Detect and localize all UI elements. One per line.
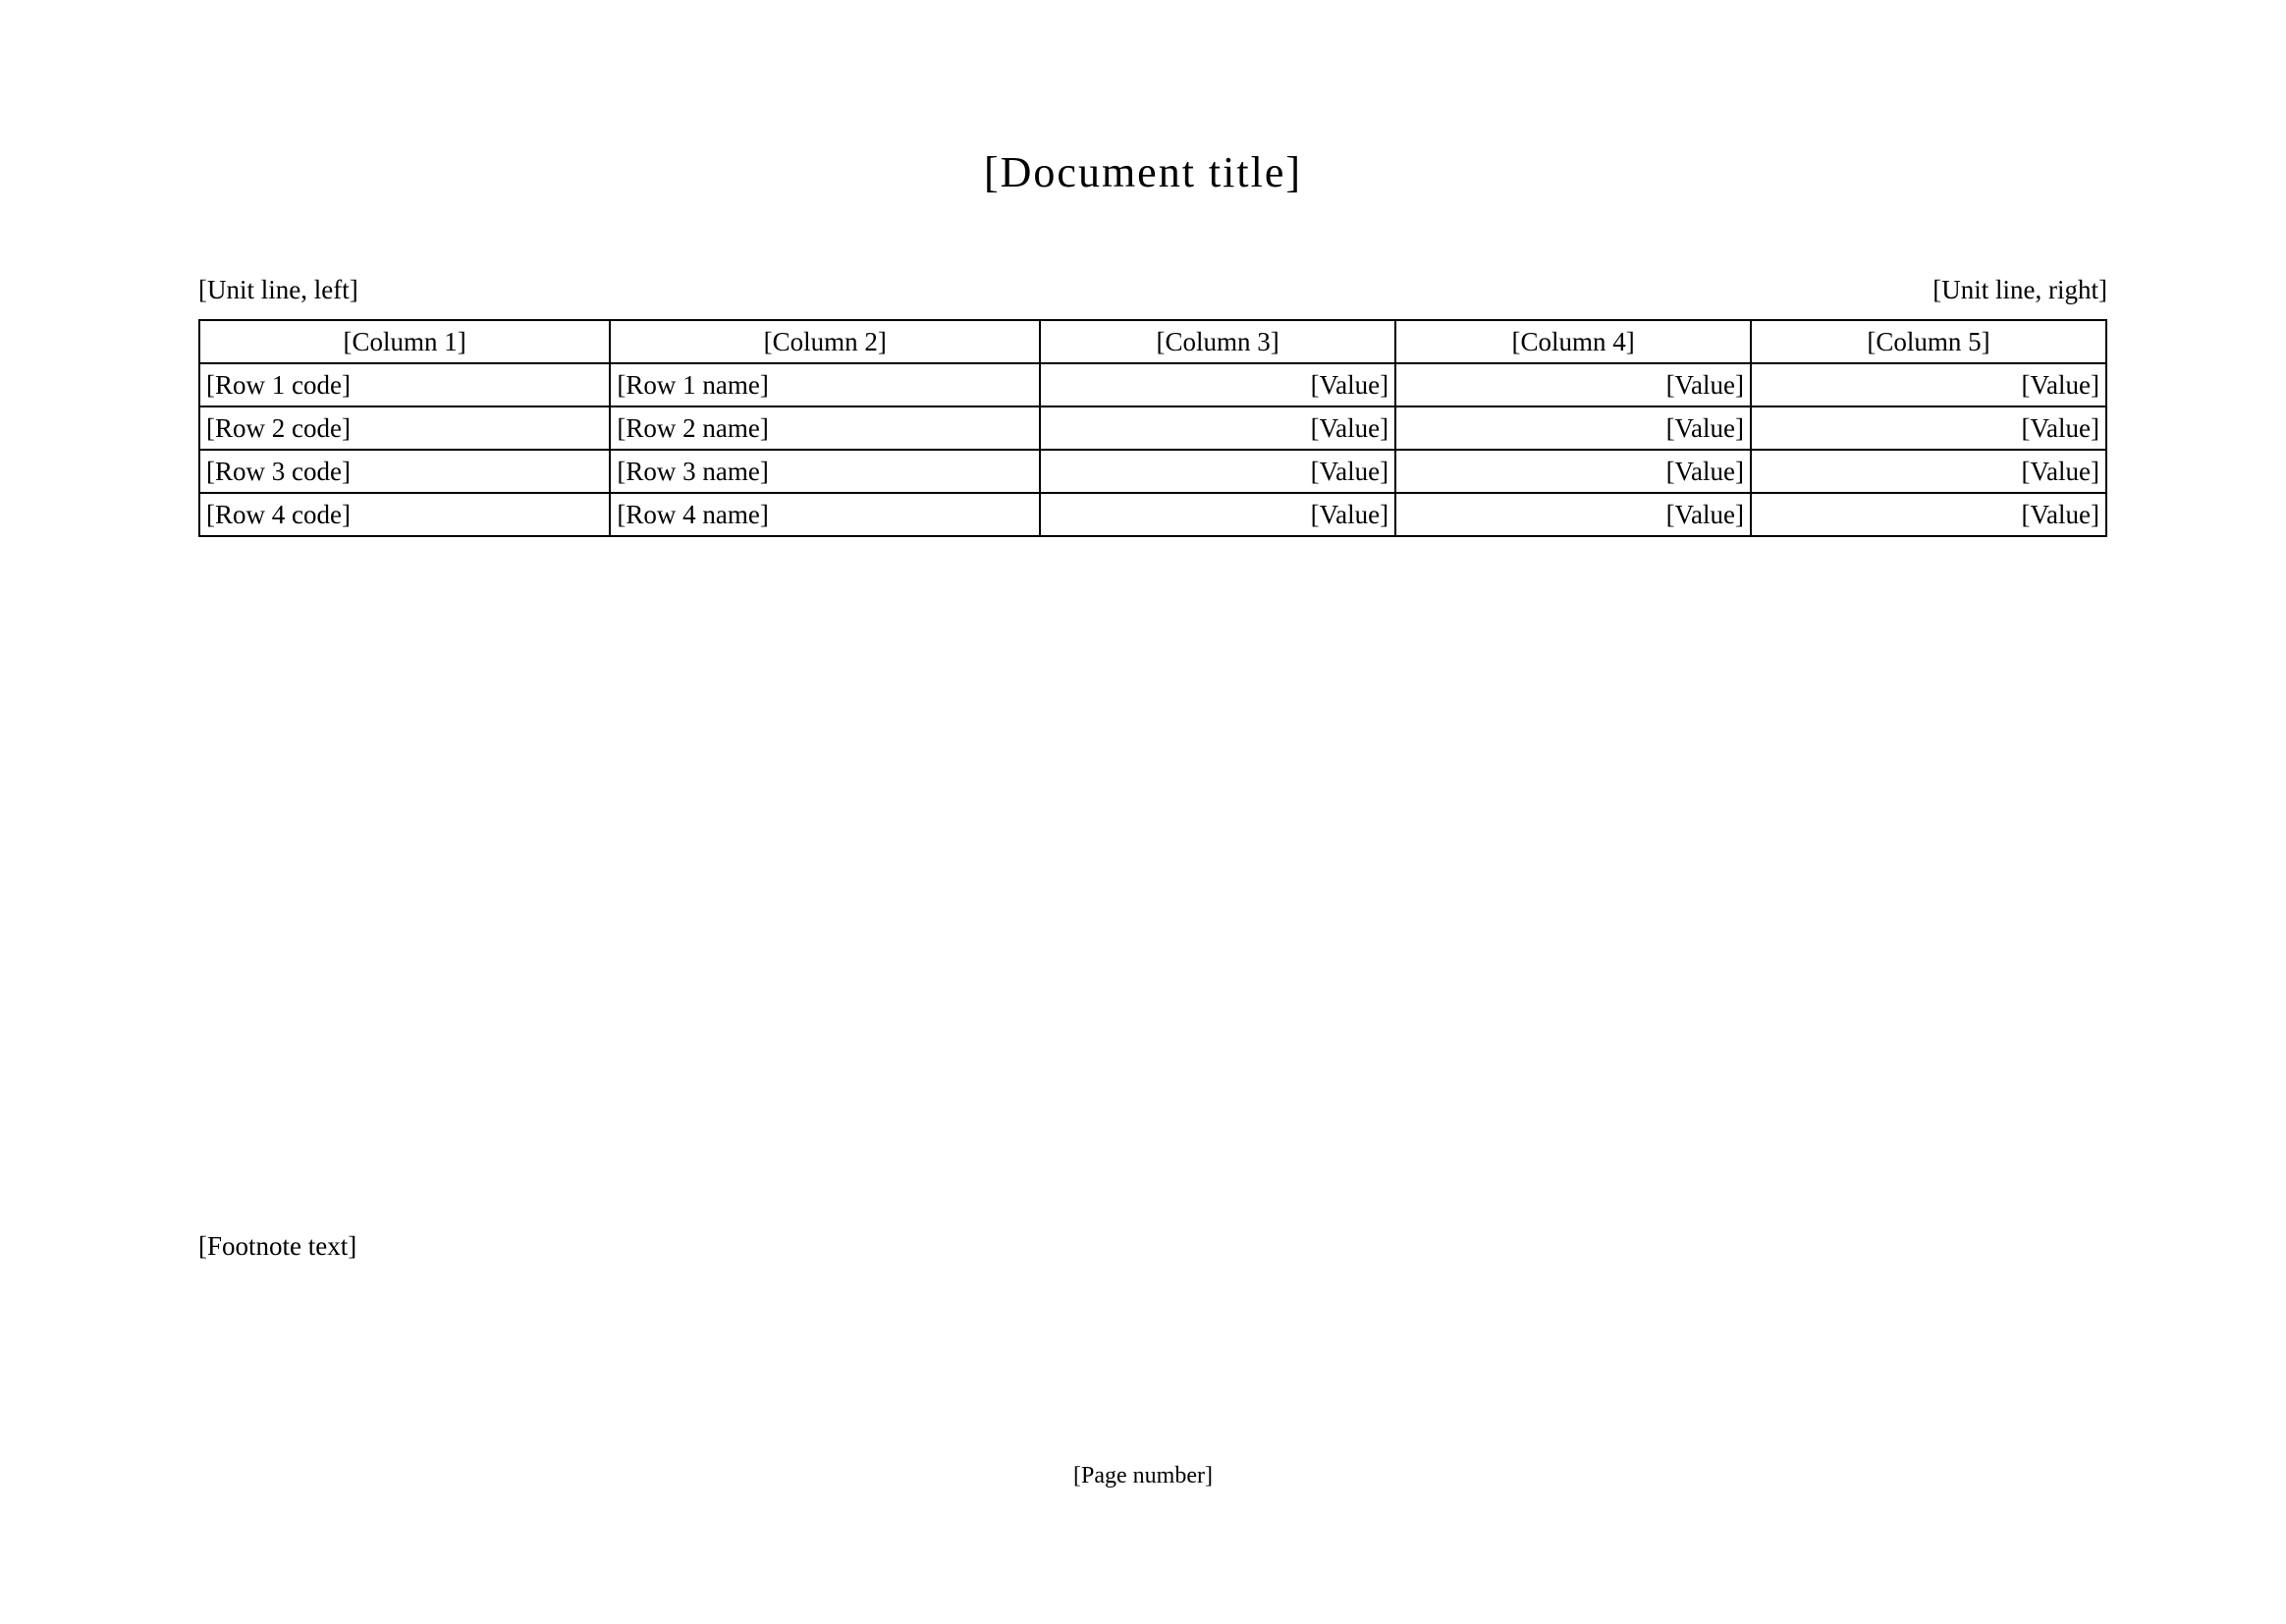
table-cell: [Value] bbox=[1751, 450, 2106, 493]
column-header: [Column 2] bbox=[610, 320, 1040, 363]
table-footnote: [Footnote text] bbox=[198, 1231, 357, 1261]
table-cell: [Value] bbox=[1395, 406, 1751, 450]
table-cell: [Row 3 name] bbox=[610, 450, 1040, 493]
table-row bbox=[199, 493, 2106, 536]
page-number: [Page number] bbox=[1073, 1463, 1213, 1489]
column-header: [Column 1] bbox=[199, 320, 610, 363]
table-header-row bbox=[199, 320, 2106, 363]
unit-line bbox=[198, 275, 2107, 305]
table-row bbox=[199, 406, 2106, 450]
unit-line-right: [Unit line, right] bbox=[1932, 275, 2107, 304]
table-cell: [Row 2 name] bbox=[610, 406, 1040, 450]
table-cell: [Value] bbox=[1040, 406, 1395, 450]
table-cell: [Value] bbox=[1751, 493, 2106, 536]
table-cell: [Value] bbox=[1751, 363, 2106, 406]
report-table bbox=[198, 319, 2107, 537]
table-cell: [Row 1 code] bbox=[199, 363, 610, 406]
table-row bbox=[199, 363, 2106, 406]
table-cell: [Value] bbox=[1040, 363, 1395, 406]
table-cell: [Value] bbox=[1395, 450, 1751, 493]
table-cell: [Row 1 name] bbox=[610, 363, 1040, 406]
table-cell: [Value] bbox=[1395, 363, 1751, 406]
unit-line-left: [Unit line, left] bbox=[198, 275, 358, 304]
table-cell: [Value] bbox=[1751, 406, 2106, 450]
table-body bbox=[199, 363, 2106, 536]
column-header: [Column 5] bbox=[1751, 320, 2106, 363]
table-cell: [Value] bbox=[1040, 493, 1395, 536]
document-title: [Document title] bbox=[983, 148, 1302, 196]
table-cell: [Row 3 code] bbox=[199, 450, 610, 493]
column-header: [Column 3] bbox=[1040, 320, 1395, 363]
table-row bbox=[199, 450, 2106, 493]
table-cell: [Row 4 code] bbox=[199, 493, 610, 536]
table-cell: [Row 4 name] bbox=[610, 493, 1040, 536]
column-header: [Column 4] bbox=[1395, 320, 1751, 363]
table-cell: [Row 2 code] bbox=[199, 406, 610, 450]
table-cell: [Value] bbox=[1040, 450, 1395, 493]
table-cell: [Value] bbox=[1395, 493, 1751, 536]
